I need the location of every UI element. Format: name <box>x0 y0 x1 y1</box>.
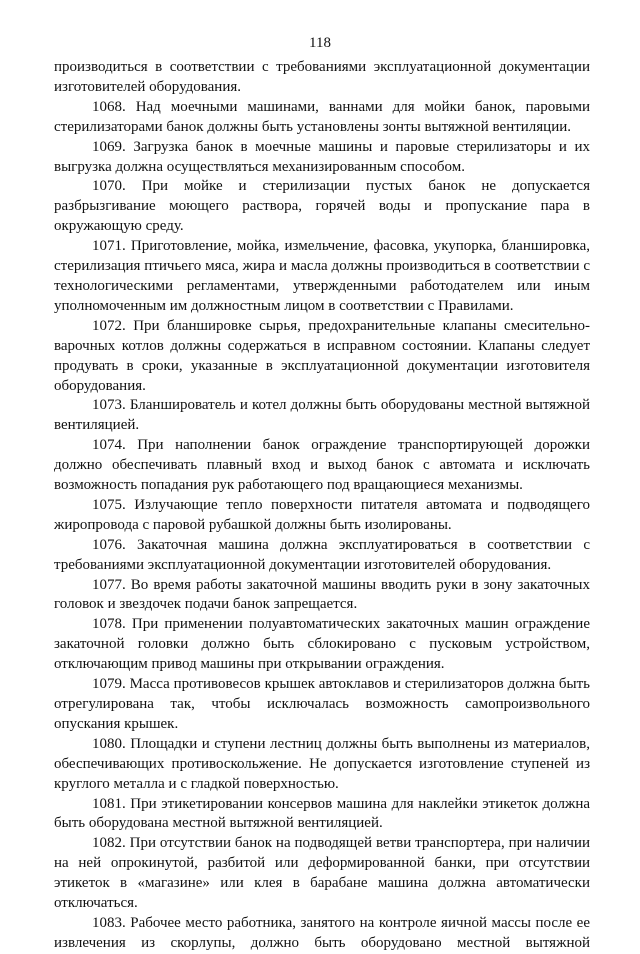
paragraph-1072: 1072. При бланшировке сырья, предохранительные клапаны смесительно-варочных котлов должны содержаться в исправном состоянии. Клапаны следует продувать в сроки, указанные в эксплуатационной документации изготовителя оборудования. <box>54 317 590 394</box>
paragraph-1081: 1081. При этикетировании консервов машина для наклейки этикеток должна быть оборудована местной вытяжной вентиляцией. <box>54 795 590 832</box>
paragraph-1069: 1069. Загрузка банок в моечные машины и паровые стерилизаторы и их выгрузка должна осуществляться механизированным способом. <box>54 138 590 175</box>
paragraph-1068: 1068. Над моечными машинами, ваннами для мойки банок, паровыми стерилизаторами банок должны быть установлены зонты вытяжной вентиляции. <box>54 98 590 135</box>
paragraph-1071: 1071. Приготовление, мойка, измельчение, фасовка, укупорка, бланшировка, стерилизация птичьего мяса, жира и масла должны производиться в соответствии с технологическими регламентами, утвержденными работодателем или иным уполномоченным им должностным лицом в соответствии с Правилами. <box>54 238 590 314</box>
paragraph-1082: 1082. При отсутствии банок на подводящей ветви транспортера, при наличии на ней опрокинутой, разбитой или деформированной банки, при отсутствии этикеток в «магазине» или клея в барабане машина должна автоматически отключаться. <box>54 835 590 912</box>
paragraph-1070: 1070. При мойке и стерилизации пустых банок не допускается разбрызгивание моющего раствора, горячей воды и пропускание пара в окружающую среду. <box>54 178 590 235</box>
paragraph-1073: 1073. Бланширователь и котел должны быть оборудованы местной вытяжной вентиляцией. <box>54 397 590 434</box>
paragraph-continuation: производиться в соответствии с требованиями эксплуатационной документации изготовителей оборудования. <box>54 59 590 95</box>
paragraph-1079: 1079. Масса противовесов крышек автоклавов и стерилизаторов должна быть отрегулирована так, чтобы исключалась возможность самопроизвольного опускания крышек. <box>54 676 590 732</box>
page-number: 118 <box>309 35 331 51</box>
paragraph-1075: 1075. Излучающие тепло поверхности питателя автомата и подводящего жиропровода с паровой рубашкой должны быть изолированы. <box>54 496 590 533</box>
document-body <box>54 58 590 954</box>
paragraph-1077: 1077. Во время работы закаточной машины вводить руки в зону закаточных головок и звездочек подачи банок запрещается. <box>54 576 590 613</box>
paragraph-1080: 1080. Площадки и ступени лестниц должны быть выполнены из материалов, обеспечивающих противоскольжение. Не допускается изготовление ступеней из круглого металла и с гладкой поверхностью. <box>54 735 590 792</box>
paragraph-1078: 1078. При применении полуавтоматических закаточных машин ограждение закаточной головки должно быть сблокировано с пусковым устройством, отключающим привод машины при открывании ограждения. <box>54 616 590 673</box>
paragraph-1076: 1076. Закаточная машина должна эксплуатироваться в соответствии с требованиями эксплуатационной документации изготовителей оборудования. <box>54 536 590 573</box>
paragraph-1083: 1083. Рабочее место работника, занятого на контроле яичной массы после ее извлечения из скорлупы, должно быть оборудовано местной вытяжной <box>54 914 590 951</box>
paragraph-1074: 1074. При наполнении банок ограждение транспортирующей дорожки должно обеспечивать плавный вход и выход банок с автомата и исключать возможность попадания рук работающего под вращающиеся механизмы. <box>54 437 590 494</box>
